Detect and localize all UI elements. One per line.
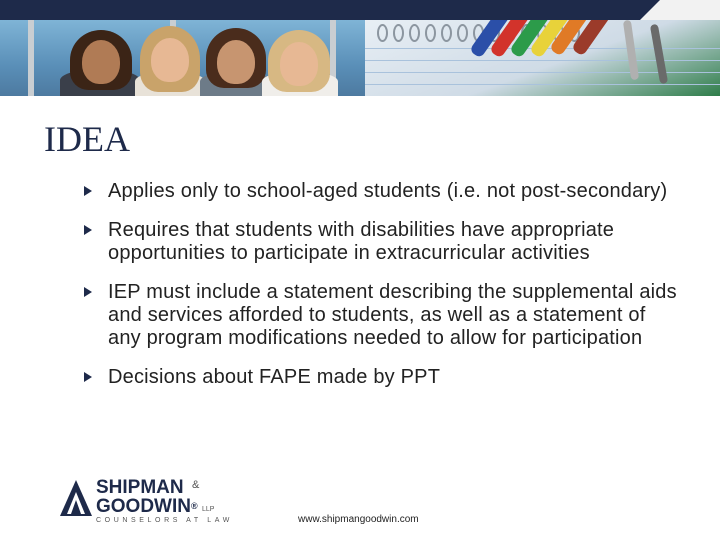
website-url[interactable]: www.shipmangoodwin.com (298, 514, 419, 525)
bullet-text: IEP must include a statement describing the supplemental aids and services afforded to students, as well as a statement of any program modifications needed to allow for participation (108, 281, 677, 349)
logo-ampersand: & (192, 479, 200, 491)
logo-llp: LLP (202, 506, 215, 513)
students-photo (0, 20, 365, 96)
bullet-item (84, 281, 684, 350)
bullet-arrow-icon (84, 186, 92, 196)
bullet-item (84, 180, 684, 203)
bullet-text: Decisions about FAPE made by PPT (108, 366, 441, 388)
header-bar (0, 0, 720, 20)
spiral-ring (377, 24, 388, 42)
bullet-arrow-icon (84, 372, 92, 382)
spiral-ring (393, 24, 404, 42)
bullet-text: Applies only to school-aged students (i.e. not post-secondary) (108, 180, 668, 202)
header-photo-banner (0, 20, 720, 96)
triangle-logo-icon (58, 478, 94, 518)
bullet-text: Requires that students with disabilities have appropriate opportunities to participate in extracurricular activities (108, 219, 615, 264)
slide-title: IDEA (44, 119, 130, 159)
bullet-arrow-icon (84, 225, 92, 235)
pencil (650, 24, 668, 84)
spiral-ring (425, 24, 436, 42)
firm-logo (58, 474, 238, 530)
bullet-item (84, 219, 684, 265)
bullet-list (84, 180, 684, 405)
student-face (82, 40, 120, 84)
student-face (280, 42, 318, 86)
notebook-photo (365, 20, 720, 96)
spiral-ring (457, 24, 468, 42)
spiral-ring (409, 24, 420, 42)
window-frame (28, 20, 34, 96)
logo-line2: GOODWIN (96, 496, 191, 517)
student-face (217, 40, 255, 84)
logo-tagline: COUNSELORS AT LAW (96, 517, 233, 524)
header-wedge (640, 0, 720, 20)
student-face (151, 38, 189, 82)
bullet-arrow-icon (84, 287, 92, 297)
logo-line1: SHIPMAN (96, 477, 184, 498)
registered-mark: ® (191, 501, 198, 511)
spiral-ring (441, 24, 452, 42)
bullet-item (84, 366, 684, 389)
logo-wordmark (96, 478, 198, 516)
